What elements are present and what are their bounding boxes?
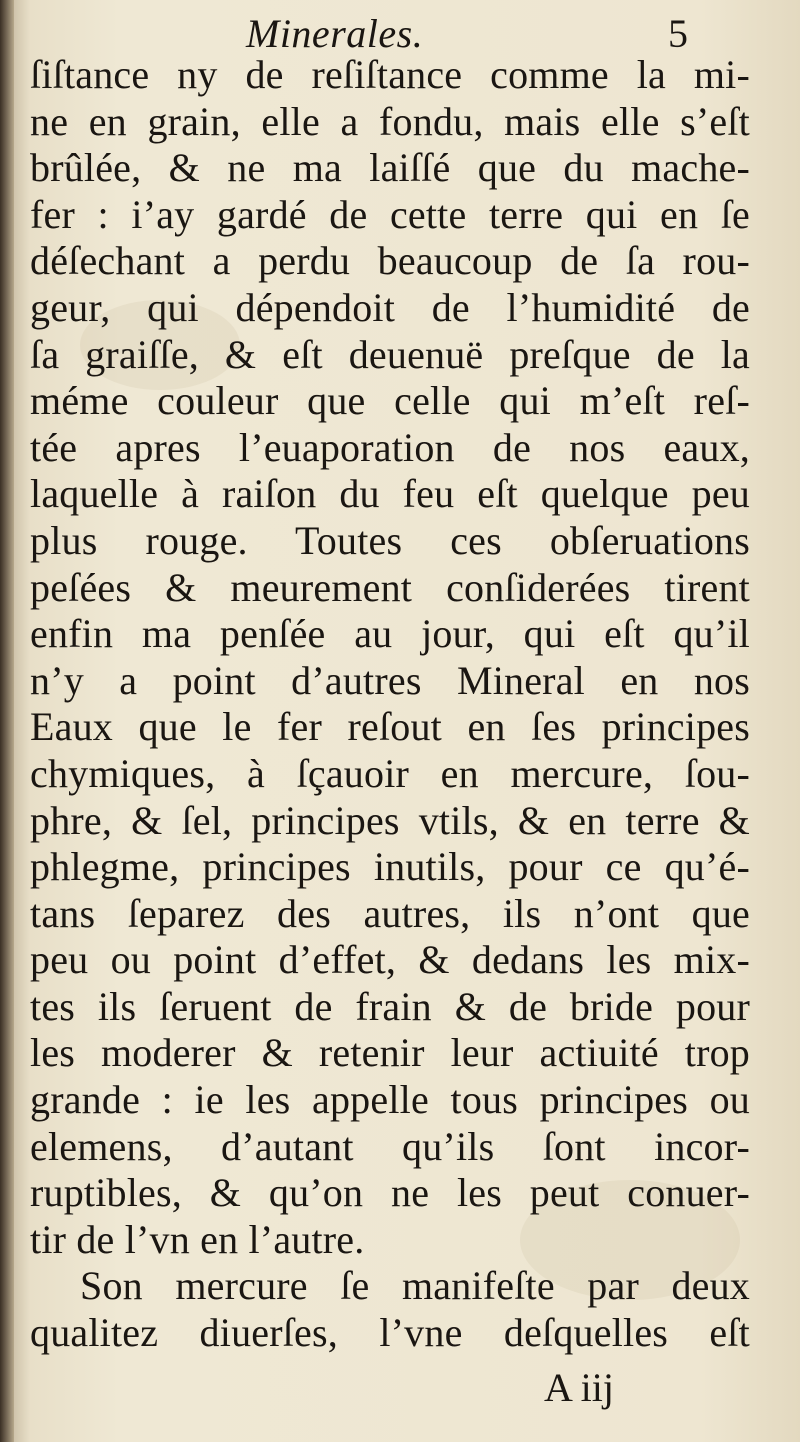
body-text [30, 52, 750, 1357]
text-line: qualitez diuerſes, l’vne deſquelles eſt [30, 1310, 750, 1356]
running-head [0, 4, 800, 54]
text-line: Eaux que le fer reſout en ſes principes [30, 704, 750, 750]
text-line: ſa graiſſe, & eſt deuenuë preſque de la [30, 331, 750, 377]
text-line: peſées & meurement conſiderées tirent [30, 564, 750, 610]
text-line: chymiques, à ſçauoir en mercure, ſou- [30, 750, 750, 796]
text-line: ne en grain, elle a fondu, mais elle s’eſt [30, 98, 750, 144]
text-line: n’y a point d’autres Mineral en nos [30, 657, 750, 703]
text-line: enfin ma penſée au jour, qui eſt qu’il [30, 611, 750, 657]
text-line: tans ſeparez des autres, ils n’ont que [30, 890, 750, 936]
text-line: plus rouge. Toutes ces obſeruations [30, 517, 750, 563]
text-line: laquelle à raiſon du feu eſt quelque peu [30, 471, 750, 517]
signature-mark: A iij [544, 1365, 615, 1410]
text-line: brûlée, & ne ma laiſſé que du mache- [30, 145, 750, 191]
text-line: fer : i’ay gardé de cette terre qui en ſe [30, 191, 750, 237]
page-number: 5 [668, 11, 688, 56]
text-line: ruptibles, & qu’on ne les peut conuer- [30, 1170, 750, 1216]
text-line: ſiſtance ny de reſiſtance comme la mi- [30, 52, 750, 97]
paragraph-end-line: tir de l’vn en l’autre. [30, 1216, 365, 1262]
binding-edge [0, 0, 14, 1442]
text-line: peu ou point d’effet, & dedans les mix- [30, 937, 750, 983]
text-line: méme couleur que celle qui m’eſt reſ- [30, 378, 750, 424]
text-line: elemens, d’autant qu’ils ſont incor- [30, 1123, 750, 1169]
text-line: grande : ie les appelle tous principes ou [30, 1077, 750, 1123]
text-line: tée apres l’euaporation de nos eaux, [30, 424, 750, 470]
text-line: déſechant a perdu beaucoup de ſa rou- [30, 238, 750, 284]
running-head-title: Minerales. [246, 11, 424, 56]
paragraph-start-line: Son mercure ſe manifeſte par deux [80, 1263, 750, 1309]
text-line: tes ils ſeruent de frain & de bride pour [30, 983, 750, 1029]
text-line: phlegme, principes inutils, pour ce qu’é- [30, 844, 750, 890]
text-line: geur, qui dépendoit de l’humidité de [30, 284, 750, 330]
text-line: les moderer & retenir leur actiuité trop [30, 1030, 750, 1076]
text-line: phre, & ſel, principes vtils, & en terre & [30, 797, 750, 843]
